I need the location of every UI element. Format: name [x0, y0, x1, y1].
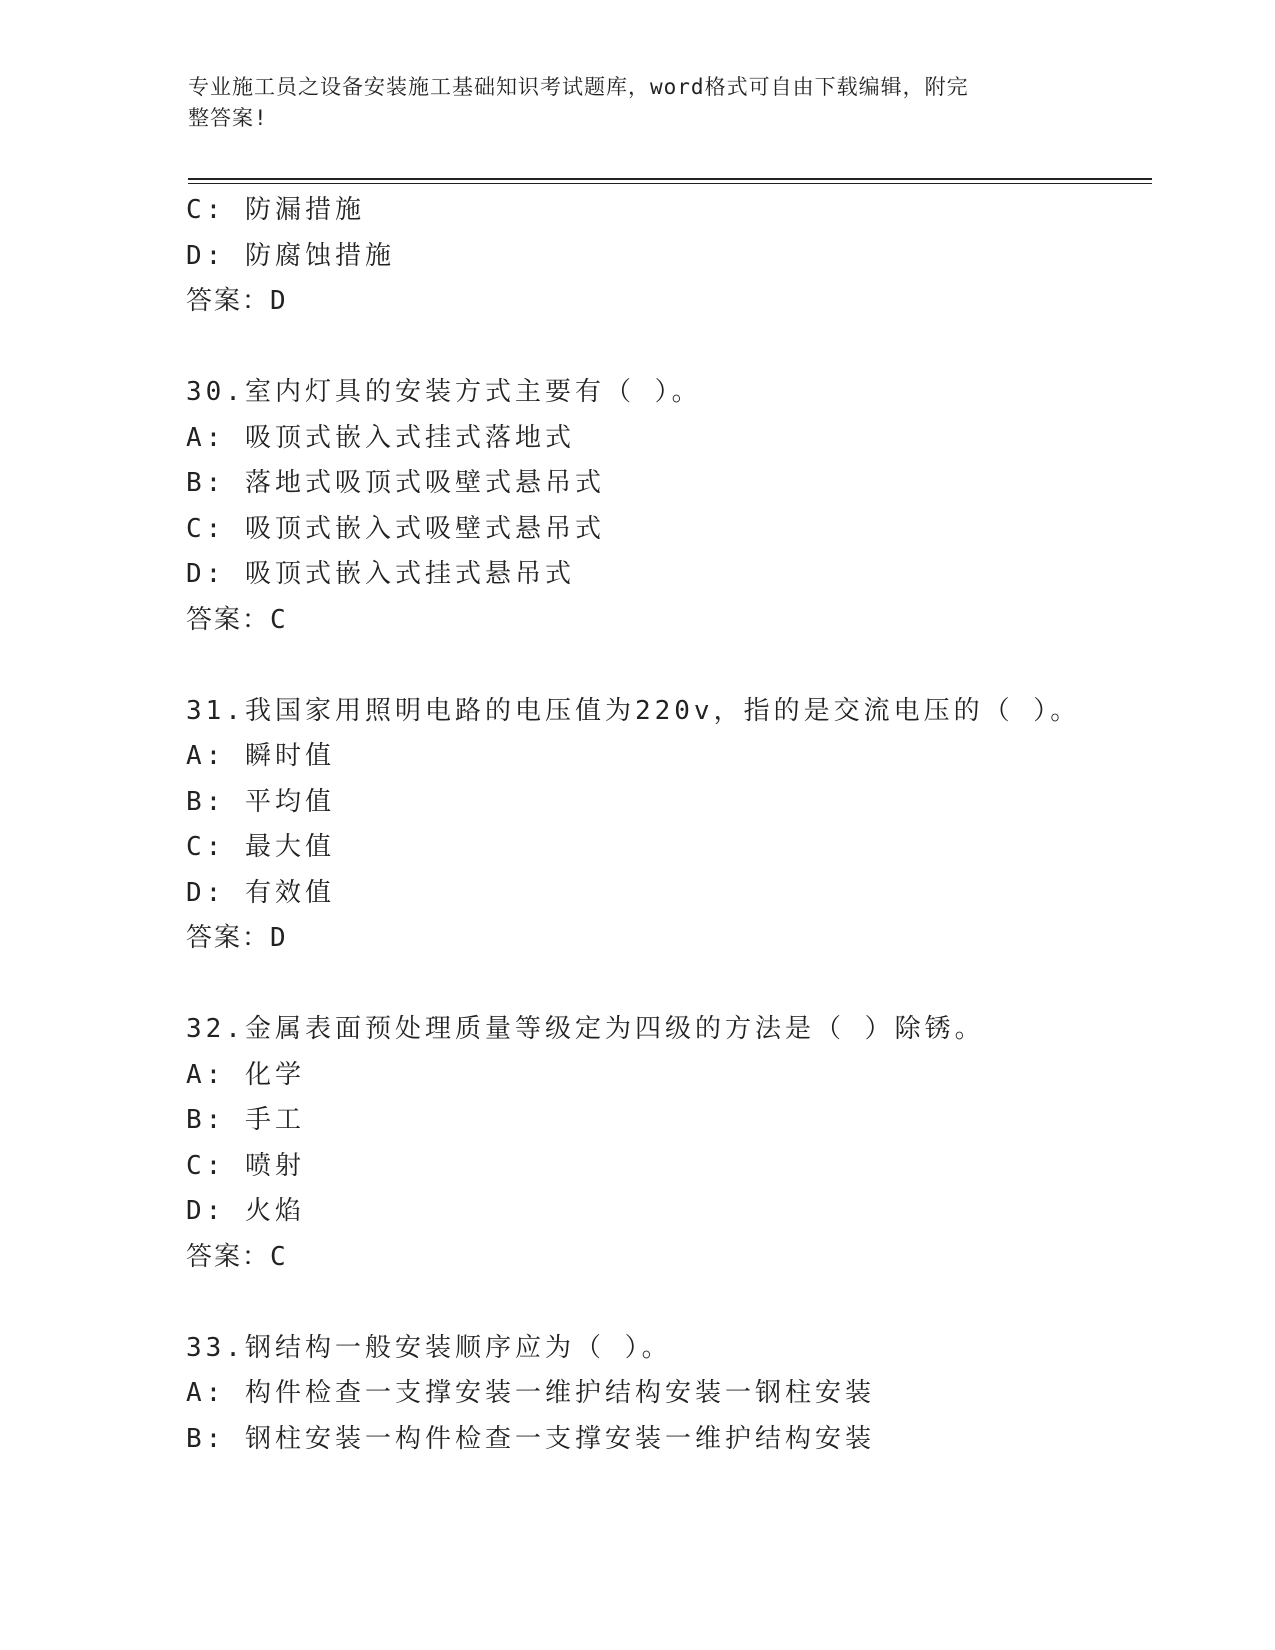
option-a: A: 构件检查一支撑安装一维护结构安装一钢柱安装 — [186, 1378, 875, 1408]
question-list — [186, 188, 1146, 1462]
answer-line: 答案：D — [186, 286, 288, 316]
option-b: B: 钢柱安装一构件检查一支撑安装一维护结构安装 — [186, 1423, 875, 1454]
header-title-line-2: 整答案! — [188, 106, 268, 130]
answer-line: 答案：C — [186, 604, 288, 635]
option-c: C: 吸顶式嵌入式吸壁式悬吊式 — [186, 513, 605, 544]
option-d: D: 火焰 — [186, 1196, 305, 1226]
answer-line: 答案：C — [186, 1241, 288, 1272]
header-divider-thin — [188, 183, 1152, 184]
option-a: A: 瞬时值 — [186, 741, 335, 771]
option-c: C: 最大值 — [186, 832, 335, 862]
question-stem-32: 32.金属表面预处理质量等级定为四级的方法是（ ）除锈。 — [186, 1014, 985, 1044]
option-a: A: 化学 — [186, 1059, 305, 1090]
question-stem-30: 30.室内灯具的安装方式主要有（ ）。 — [186, 377, 702, 407]
option-a: A: 吸顶式嵌入式挂式落地式 — [186, 422, 575, 453]
header-divider-thick — [188, 178, 1152, 180]
page-header — [188, 72, 1068, 134]
question-stem-33: 33.钢结构一般安装顺序应为（ ）。 — [186, 1332, 672, 1363]
question-stem-31: 31.我国家用照明电路的电压值为220v，指的是交流电压的（ ）。 — [186, 695, 1081, 726]
option-d: D: 有效值 — [186, 877, 335, 908]
option-d: D: 防腐蚀措施 — [186, 240, 395, 271]
header-title-line-1: 专业施工员之设备安装施工基础知识考试题库，word格式可自由下载编辑，附完 — [188, 75, 969, 99]
option-c: C: 防漏措施 — [186, 195, 365, 225]
option-b: B: 手工 — [186, 1105, 305, 1135]
option-b: B: 落地式吸顶式吸壁式悬吊式 — [186, 468, 605, 498]
option-d: D: 吸顶式嵌入式挂式悬吊式 — [186, 559, 575, 589]
option-b: B: 平均值 — [186, 786, 335, 817]
answer-line: 答案：D — [186, 923, 288, 953]
option-c: C: 喷射 — [186, 1150, 305, 1181]
